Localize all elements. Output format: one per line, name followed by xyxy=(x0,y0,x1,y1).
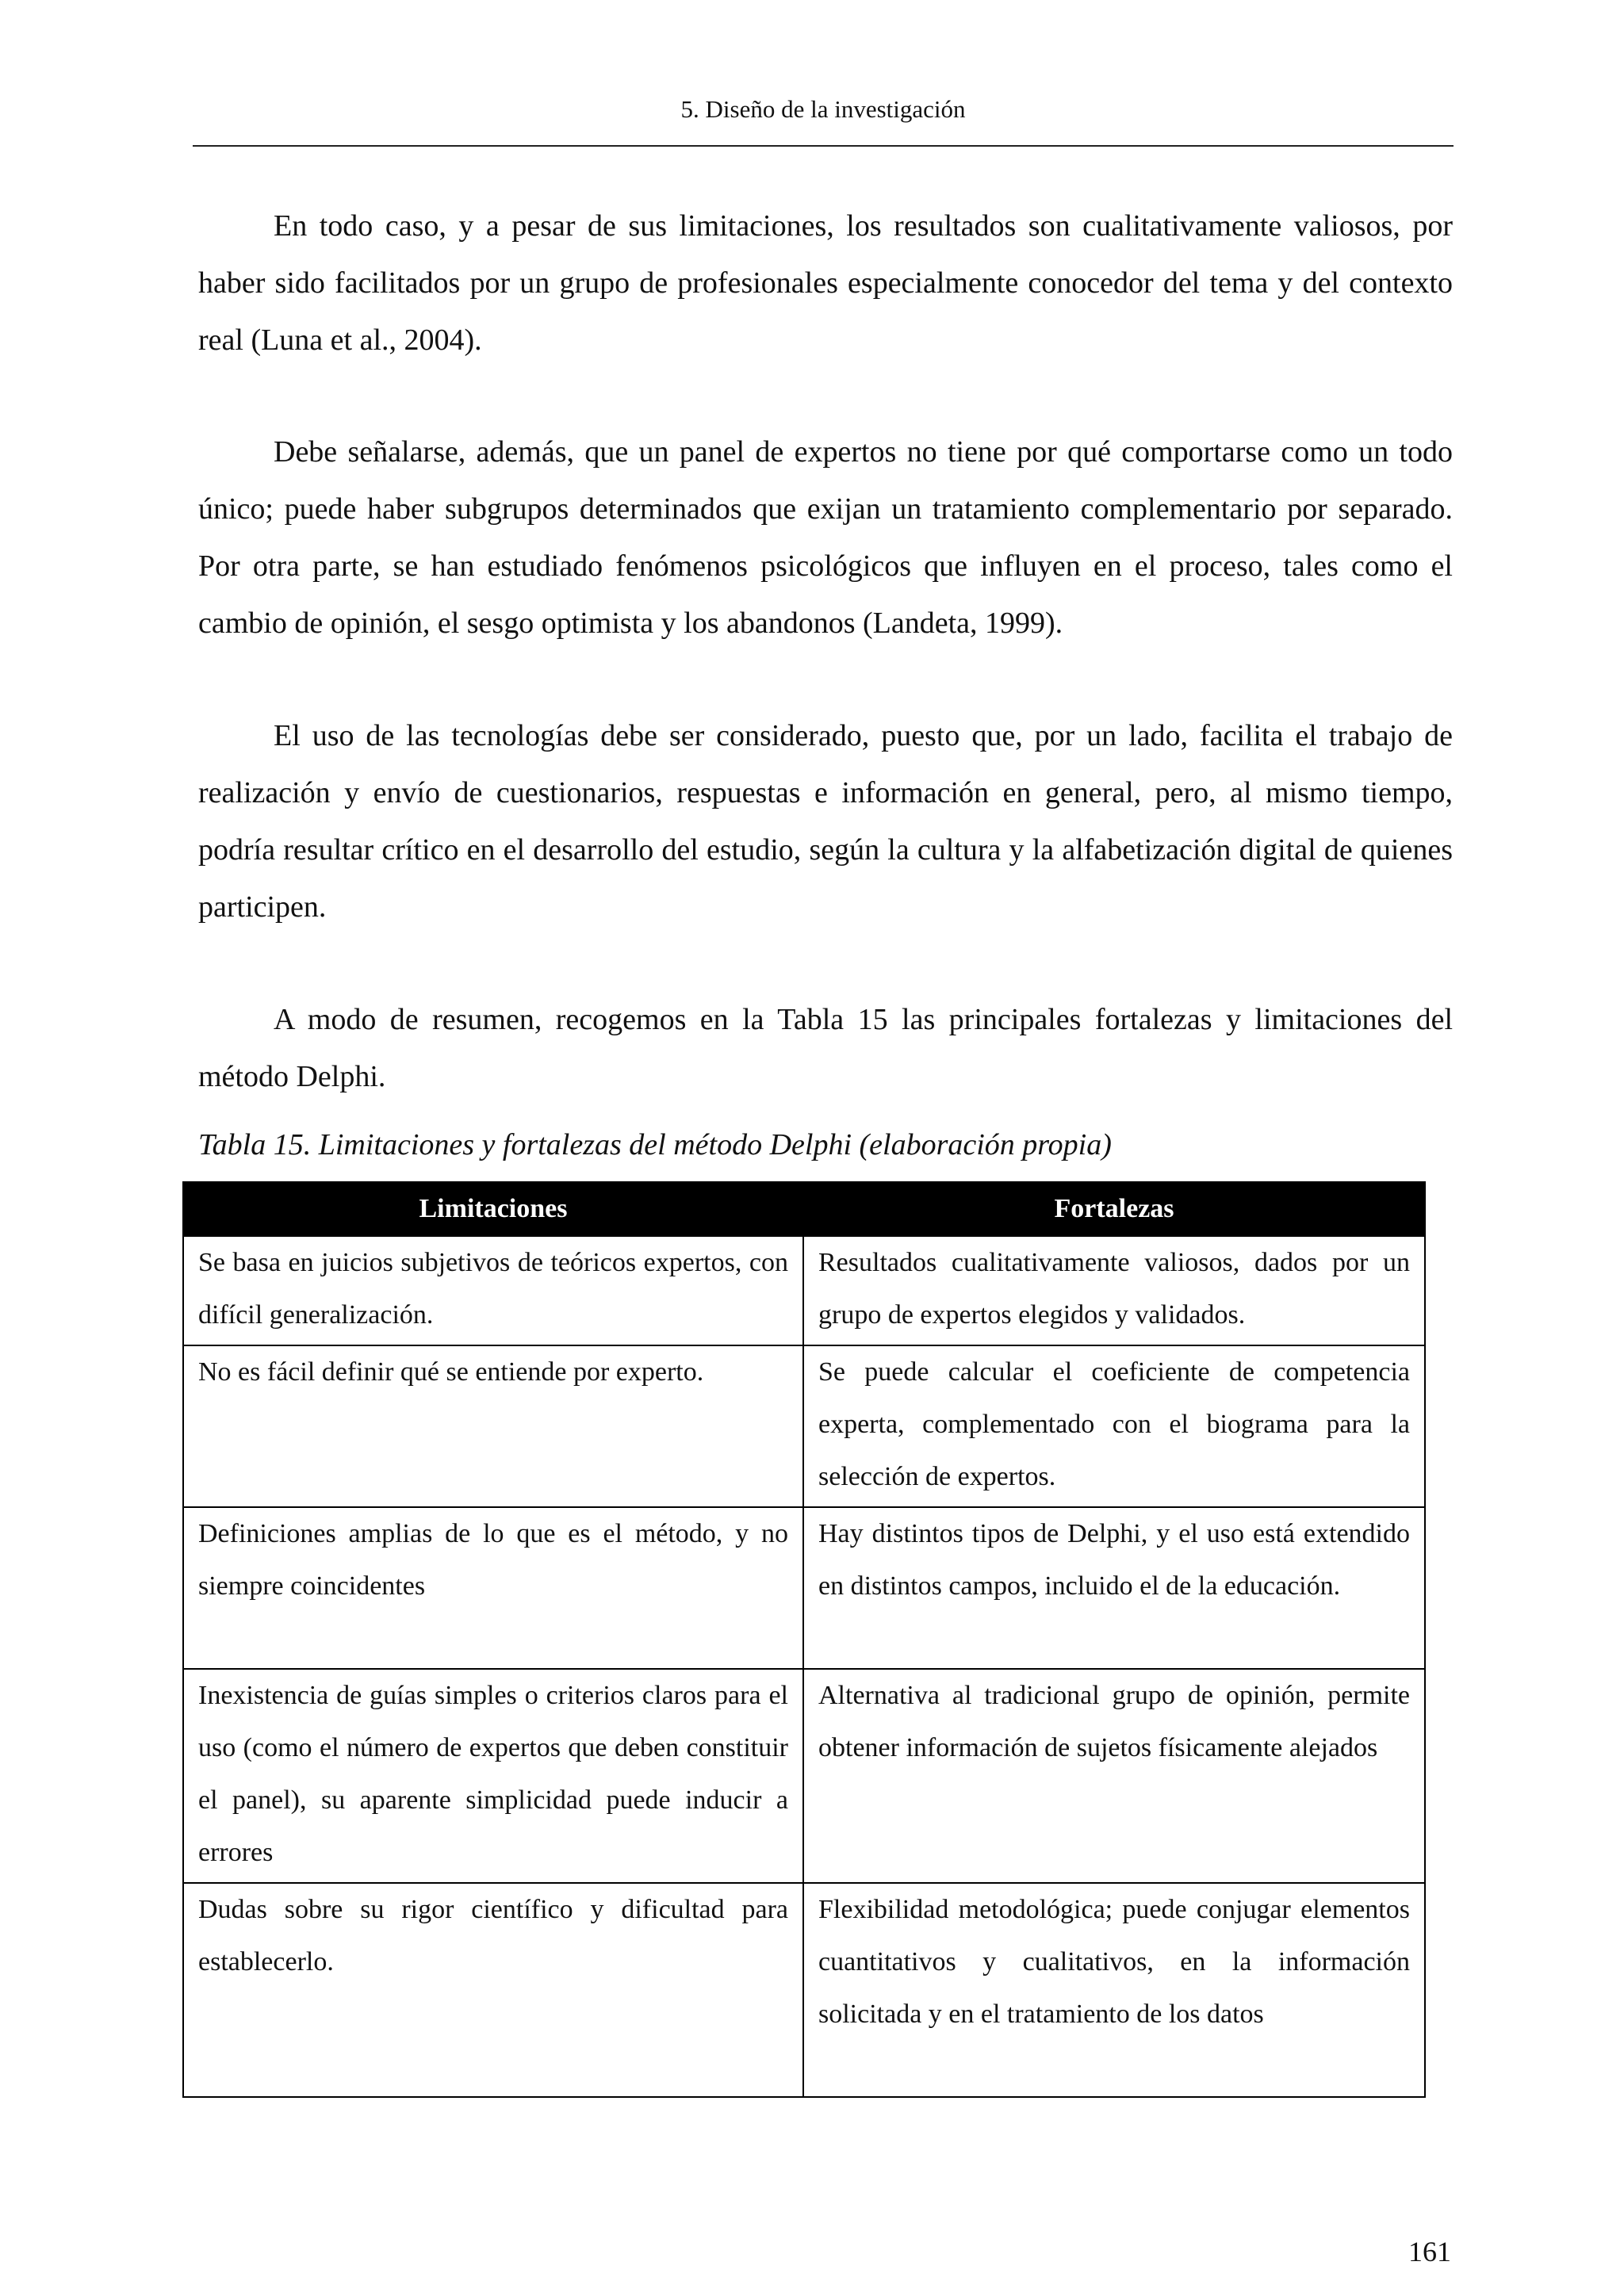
cell-limitacion: Definiciones amplias de lo que es el método, y no siempre coincidentes xyxy=(183,1507,803,1669)
cell-limitacion: Se basa en juicios subjetivos de teóricos expertos, con difícil generalización. xyxy=(183,1236,803,1345)
table-row xyxy=(183,1507,1425,1669)
header-fortalezas: Fortalezas xyxy=(803,1182,1425,1236)
table-caption: Tabla 15. Limitaciones y fortalezas del método Delphi (elaboración propia) xyxy=(198,1128,1112,1161)
cell-fortaleza: Alternativa al tradicional grupo de opinión, permite obtener información de sujetos físicamente alejados xyxy=(803,1669,1425,1883)
table-row xyxy=(183,1669,1425,1883)
cell-limitacion: Inexistencia de guías simples o criterios claros para el uso (como el número de expertos que deben constituir el panel), su aparente simplicidad puede inducir a errores xyxy=(183,1669,803,1883)
cell-fortaleza: Resultados cualitativamente valiosos, dados por un grupo de expertos elegidos y validados. xyxy=(803,1236,1425,1345)
paragraph-4: A modo de resumen, recogemos en la Tabla 15 las principales fortalezas y limitaciones del método Delphi. xyxy=(198,1003,1453,1093)
cell-limitacion: No es fácil definir qué se entiende por experto. xyxy=(183,1345,803,1507)
cell-fortaleza: Hay distintos tipos de Delphi, y el uso está extendido en distintos campos, incluido el de la educación. xyxy=(803,1507,1425,1669)
paragraph-2: Debe señalarse, además, que un panel de expertos no tiene por qué comportarse como un todo único; puede haber subgrupos determinados que exijan un tratamiento complementario por separado. Por otra parte, se han estudiado fenómenos psicológicos que influyen en el proceso, tales como el cambio de opinión, el sesgo optimista y los abandonos (Landeta, 1999). xyxy=(198,435,1453,640)
cell-fortaleza: Flexibilidad metodológica; puede conjugar elementos cuantitativos y cualitativos, en la información solicitada y en el tratamiento de los datos xyxy=(803,1883,1425,2097)
cell-fortaleza: Se puede calcular el coeficiente de competencia experta, complementado con el biograma para la selección de expertos. xyxy=(803,1345,1425,1507)
table-row xyxy=(183,1883,1425,2097)
page-number: 161 xyxy=(1408,2236,1451,2267)
cell-limitacion: Dudas sobre su rigor científico y dificultad para establecerlo. xyxy=(183,1883,803,2097)
header-limitaciones: Limitaciones xyxy=(183,1182,803,1236)
paragraph-1: En todo caso, y a pesar de sus limitaciones, los resultados son cualitativamente valiosos, por haber sido facilitados por un grupo de profesionales especialmente conocedor del tema y del contexto real (Luna et al., 2004). xyxy=(198,209,1453,357)
running-header: 5. Diseño de la investigación xyxy=(680,95,966,123)
table-header-row xyxy=(183,1182,1425,1236)
paragraph-3: El uso de las tecnologías debe ser considerado, puesto que, por un lado, facilita el trabajo de realización y envío de cuestionarios, respuestas e información en general, pero, al mismo tiempo, podría resultar crítico en el desarrollo del estudio, según la cultura y la alfabetización digital de quienes participen. xyxy=(198,719,1453,924)
table-row xyxy=(183,1345,1425,1507)
header-rule xyxy=(193,145,1454,147)
delphi-table xyxy=(182,1181,1426,2098)
table-row xyxy=(183,1236,1425,1345)
